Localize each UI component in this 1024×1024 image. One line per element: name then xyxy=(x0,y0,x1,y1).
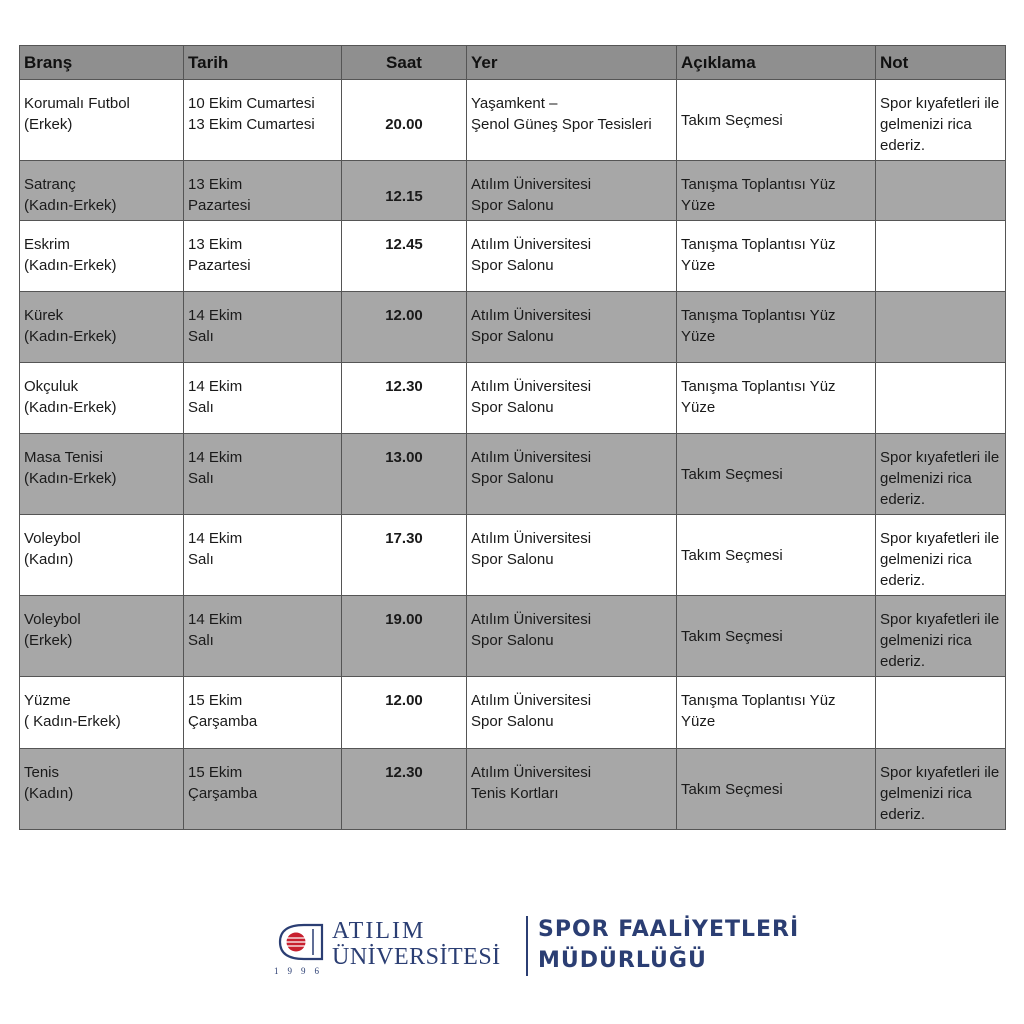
cell-brans xyxy=(20,434,184,515)
tarih-line: Çarşamba xyxy=(188,785,258,802)
table-row xyxy=(20,515,1006,596)
cell-saat: 19.00 xyxy=(342,596,467,677)
yer-line: Spor Salonu xyxy=(471,257,554,274)
cell-brans xyxy=(20,221,184,292)
cell-yer xyxy=(467,292,677,363)
cell-brans xyxy=(20,363,184,434)
tarih-line: Salı xyxy=(188,632,214,649)
cell-brans xyxy=(20,677,184,749)
not-line: gelmenizi rica xyxy=(880,632,972,649)
table-row xyxy=(20,161,1006,221)
cell-aciklama xyxy=(677,749,876,830)
cell-not xyxy=(876,292,1006,363)
brans-line: Yüzme xyxy=(24,692,71,709)
brans-line: Tenis xyxy=(24,764,60,781)
cell-aciklama xyxy=(677,363,876,434)
cell-yer xyxy=(467,749,677,830)
brans-line: Kürek xyxy=(24,307,64,324)
tarih-line: 14 Ekim xyxy=(188,378,243,395)
cell-tarih xyxy=(184,434,342,515)
aciklama-line: Yüze xyxy=(681,399,716,416)
cell-tarih xyxy=(184,677,342,749)
cell-tarih xyxy=(184,515,342,596)
header-aciklama: Açıklama xyxy=(677,46,876,80)
yer-line: Spor Salonu xyxy=(471,632,554,649)
department-name-line2: MÜDÜRLÜĞÜ xyxy=(538,948,707,973)
founded-year: 1996 xyxy=(274,966,328,976)
brans-line: (Kadın-Erkek) xyxy=(24,470,117,487)
aciklama-line: Tanışma Toplantısı Yüz xyxy=(681,307,836,324)
aciklama-line: Tanışma Toplantısı Yüz xyxy=(681,378,836,395)
yer-line: Atılım Üniversitesi xyxy=(471,449,592,466)
tarih-line: 14 Ekim xyxy=(188,530,243,547)
cell-tarih xyxy=(184,363,342,434)
cell-brans xyxy=(20,515,184,596)
cell-saat: 13.00 xyxy=(342,434,467,515)
yer-line: Spor Salonu xyxy=(471,470,554,487)
cell-aciklama xyxy=(677,292,876,363)
header-saat: Saat xyxy=(342,46,467,80)
cell-tarih xyxy=(184,221,342,292)
yer-line: Atılım Üniversitesi xyxy=(471,307,592,324)
brans-line: Voleybol xyxy=(24,611,81,628)
cell-aciklama xyxy=(677,677,876,749)
table-row xyxy=(20,677,1006,749)
brans-line: Korumalı Futbol xyxy=(24,95,130,112)
tarih-line: 13 Ekim xyxy=(188,236,243,253)
cell-tarih xyxy=(184,292,342,363)
brans-line: Masa Tenisi xyxy=(24,449,103,466)
tarih-line: Pazartesi xyxy=(188,197,251,214)
brans-line: ( Kadın-Erkek) xyxy=(24,713,121,730)
table-row xyxy=(20,596,1006,677)
cell-aciklama xyxy=(677,596,876,677)
aciklama-line: Yüze xyxy=(681,197,716,214)
aciklama-line: Takım Seçmesi xyxy=(681,546,783,564)
cell-saat: 12.15 xyxy=(342,161,467,221)
cell-saat: 12.30 xyxy=(342,749,467,830)
brans-line: Eskrim xyxy=(24,236,70,253)
tarih-line: 15 Ekim xyxy=(188,692,243,709)
cell-aciklama xyxy=(677,434,876,515)
tarih-line: Çarşamba xyxy=(188,713,258,730)
cell-brans xyxy=(20,161,184,221)
atilim-university-seal-icon xyxy=(274,921,326,963)
tarih-line: Pazartesi xyxy=(188,257,251,274)
not-line: gelmenizi rica xyxy=(880,470,972,487)
brans-line: Okçuluk xyxy=(24,378,79,395)
cell-not xyxy=(876,596,1006,677)
table-row xyxy=(20,80,1006,161)
aciklama-line: Takım Seçmesi xyxy=(681,111,783,129)
yer-line: Spor Salonu xyxy=(471,713,554,730)
brans-line: (Kadın-Erkek) xyxy=(24,399,117,416)
table-header-row xyxy=(20,46,1006,80)
cell-saat: 12.00 xyxy=(342,677,467,749)
university-name xyxy=(332,918,501,970)
aciklama-line: Yüze xyxy=(681,328,716,345)
cell-not xyxy=(876,363,1006,434)
cell-yer xyxy=(467,515,677,596)
cell-tarih xyxy=(184,749,342,830)
header-brans: Branş xyxy=(20,46,184,80)
brans-line: (Erkek) xyxy=(24,632,73,649)
cell-not xyxy=(876,677,1006,749)
department-name-line1: SPOR FAALİYETLERİ xyxy=(538,917,800,942)
cell-not xyxy=(876,161,1006,221)
cell-brans xyxy=(20,292,184,363)
header-yer: Yer xyxy=(467,46,677,80)
tarih-line: 14 Ekim xyxy=(188,449,243,466)
not-line: ederiz. xyxy=(880,806,926,823)
logo-divider xyxy=(526,916,528,976)
yer-line: Atılım Üniversitesi xyxy=(471,378,592,395)
cell-brans xyxy=(20,80,184,161)
not-line: gelmenizi rica xyxy=(880,785,972,802)
cell-yer xyxy=(467,596,677,677)
aciklama-line: Takım Seçmesi xyxy=(681,627,783,645)
cell-yer xyxy=(467,363,677,434)
footer-logo-block xyxy=(270,912,800,982)
table-row xyxy=(20,749,1006,830)
aciklama-line: Tanışma Toplantısı Yüz xyxy=(681,176,836,193)
brans-line: (Erkek) xyxy=(24,116,73,133)
brans-line: (Kadın-Erkek) xyxy=(24,257,117,274)
tarih-line: 10 Ekim Cumartesi xyxy=(188,95,315,112)
not-line: ederiz. xyxy=(880,491,926,508)
cell-saat: 12.30 xyxy=(342,363,467,434)
cell-yer xyxy=(467,434,677,515)
cell-tarih xyxy=(184,80,342,161)
brans-line: (Kadın-Erkek) xyxy=(24,197,117,214)
cell-aciklama xyxy=(677,80,876,161)
aciklama-line: Tanışma Toplantısı Yüz xyxy=(681,236,836,253)
not-line: ederiz. xyxy=(880,653,926,670)
tarih-line: 14 Ekim xyxy=(188,611,243,628)
schedule-table xyxy=(19,45,1006,830)
cell-aciklama xyxy=(677,515,876,596)
yer-line: Tenis Kortları xyxy=(471,785,559,802)
cell-yer xyxy=(467,161,677,221)
yer-line: Şenol Güneş Spor Tesisleri xyxy=(471,116,652,133)
not-line: gelmenizi rica xyxy=(880,551,972,568)
header-not: Not xyxy=(876,46,1006,80)
cell-not xyxy=(876,515,1006,596)
cell-not xyxy=(876,80,1006,161)
not-line: ederiz. xyxy=(880,572,926,589)
cell-saat: 17.30 xyxy=(342,515,467,596)
tarih-line: 15 Ekim xyxy=(188,764,243,781)
cell-yer xyxy=(467,221,677,292)
tarih-line: 13 Ekim Cumartesi xyxy=(188,116,315,133)
table-row xyxy=(20,363,1006,434)
aciklama-line: Yüze xyxy=(681,257,716,274)
header-tarih: Tarih xyxy=(184,46,342,80)
not-line: Spor kıyafetleri ile xyxy=(880,449,1000,466)
yer-line: Spor Salonu xyxy=(471,328,554,345)
not-line: ederiz. xyxy=(880,137,926,154)
yer-line: Atılım Üniversitesi xyxy=(471,530,592,547)
aciklama-line: Takım Seçmesi xyxy=(681,465,783,483)
yer-line: Spor Salonu xyxy=(471,399,554,416)
cell-tarih xyxy=(184,161,342,221)
department-name xyxy=(538,914,799,976)
cell-saat: 12.45 xyxy=(342,221,467,292)
university-name-line1: ATILIM xyxy=(332,918,426,944)
tarih-line: Salı xyxy=(188,470,214,487)
aciklama-line: Tanışma Toplantısı Yüz xyxy=(681,692,836,709)
brans-line: (Kadın-Erkek) xyxy=(24,328,117,345)
brans-line: Satranç xyxy=(24,176,76,193)
not-line: Spor kıyafetleri ile xyxy=(880,764,1000,781)
cell-yer xyxy=(467,677,677,749)
yer-line: Spor Salonu xyxy=(471,551,554,568)
yer-line: Atılım Üniversitesi xyxy=(471,611,592,628)
table-row xyxy=(20,292,1006,363)
tarih-line: Salı xyxy=(188,328,214,345)
not-line: Spor kıyafetleri ile xyxy=(880,95,1000,112)
aciklama-line: Yüze xyxy=(681,713,716,730)
yer-line: Atılım Üniversitesi xyxy=(471,176,592,193)
cell-yer xyxy=(467,80,677,161)
table-row xyxy=(20,221,1006,292)
not-line: Spor kıyafetleri ile xyxy=(880,530,1000,547)
tarih-line: Salı xyxy=(188,551,214,568)
cell-tarih xyxy=(184,596,342,677)
cell-not xyxy=(876,221,1006,292)
tarih-line: 14 Ekim xyxy=(188,307,243,324)
cell-aciklama xyxy=(677,161,876,221)
cell-not xyxy=(876,434,1006,515)
cell-brans xyxy=(20,596,184,677)
cell-not xyxy=(876,749,1006,830)
cell-saat: 12.00 xyxy=(342,292,467,363)
brans-line: Voleybol xyxy=(24,530,81,547)
not-line: gelmenizi rica xyxy=(880,116,972,133)
not-line: Spor kıyafetleri ile xyxy=(880,611,1000,628)
yer-line: Yaşamkent – xyxy=(471,95,558,112)
university-name-line2: ÜNİVERSİTESİ xyxy=(332,944,501,970)
table-row xyxy=(20,434,1006,515)
cell-aciklama xyxy=(677,221,876,292)
cell-brans xyxy=(20,749,184,830)
cell-saat: 20.00 xyxy=(342,80,467,161)
aciklama-line: Takım Seçmesi xyxy=(681,780,783,798)
yer-line: Atılım Üniversitesi xyxy=(471,692,592,709)
brans-line: (Kadın) xyxy=(24,551,74,568)
yer-line: Atılım Üniversitesi xyxy=(471,764,592,781)
yer-line: Spor Salonu xyxy=(471,197,554,214)
tarih-line: Salı xyxy=(188,399,214,416)
yer-line: Atılım Üniversitesi xyxy=(471,236,592,253)
brans-line: (Kadın) xyxy=(24,785,74,802)
tarih-line: 13 Ekim xyxy=(188,176,243,193)
